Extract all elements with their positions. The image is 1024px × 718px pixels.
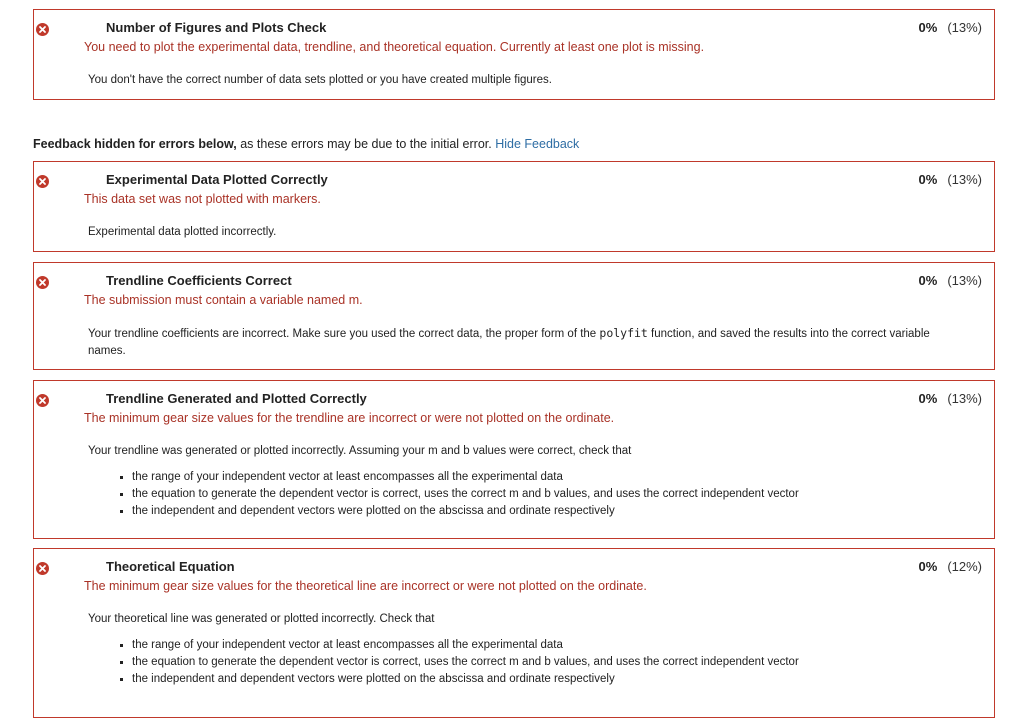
hide-feedback-link[interactable]: Hide Feedback bbox=[495, 137, 580, 151]
feedback-card bbox=[33, 548, 995, 718]
check-title: Trendline Generated and Plotted Correctly bbox=[106, 391, 367, 406]
check-score bbox=[919, 273, 982, 289]
check-score bbox=[919, 391, 982, 407]
description-text: Your trendline coefficients are incorrect. Make sure you used the correct data, the proper form of the bbox=[88, 328, 600, 340]
check-title: Theoretical Equation bbox=[106, 559, 235, 574]
list-item: the independent and dependent vectors were plotted on the abscissa and ordinate respectively bbox=[132, 503, 994, 520]
score-weight: (13%) bbox=[947, 273, 982, 288]
error-message: The minimum gear size values for the trendline are incorrect or were not plotted on the ordinate. bbox=[84, 411, 615, 425]
feedback-card bbox=[33, 9, 995, 100]
check-score bbox=[919, 559, 982, 575]
score-weight: (13%) bbox=[947, 391, 982, 406]
check-description bbox=[34, 325, 994, 360]
score-weight: (13%) bbox=[947, 172, 982, 187]
score-weight: (13%) bbox=[947, 20, 982, 35]
check-score bbox=[919, 20, 982, 36]
score-percent: 0% bbox=[918, 20, 938, 35]
error-x-icon bbox=[36, 394, 49, 407]
error-message: The submission must contain a variable named m. bbox=[84, 293, 363, 307]
check-description: Your trendline was generated or plotted incorrectly. Assuming your m and b values were correct, check that bbox=[88, 445, 632, 457]
list-item: the equation to generate the dependent vector is correct, uses the correct m and b values, and uses the correct independent vector bbox=[132, 486, 994, 503]
score-percent: 0% bbox=[918, 273, 938, 288]
error-x-icon bbox=[36, 276, 49, 289]
feedback-card bbox=[33, 262, 995, 370]
list-item: the equation to generate the dependent vector is correct, uses the correct m and b values, and uses the correct independent vector bbox=[132, 654, 994, 671]
score-percent: 0% bbox=[918, 172, 938, 187]
check-title: Number of Figures and Plots Check bbox=[106, 20, 327, 35]
list-item: the range of your independent vector at least encompasses all the experimental data bbox=[132, 637, 994, 654]
list-item: the range of your independent vector at least encompasses all the experimental data bbox=[132, 469, 994, 486]
check-score bbox=[919, 172, 982, 188]
error-message: The minimum gear size values for the theoretical line are incorrect or were not plotted on the ordinate. bbox=[84, 579, 647, 593]
hidden-feedback-note bbox=[33, 136, 579, 152]
error-message: You need to plot the experimental data, trendline, and theoretical equation. Currently at least one plot is missing. bbox=[84, 40, 705, 54]
check-title: Trendline Coefficients Correct bbox=[106, 273, 292, 288]
check-list bbox=[34, 637, 994, 688]
check-description: Your theoretical line was generated or plotted incorrectly. Check that bbox=[88, 613, 435, 625]
score-percent: 0% bbox=[918, 559, 938, 574]
hidden-note-text: as these errors may be due to the initial error. bbox=[236, 137, 496, 151]
description-text: function, and saved the results into the correct variable names. bbox=[88, 328, 930, 357]
hidden-note-bold: Feedback hidden for errors below, bbox=[33, 137, 237, 151]
error-x-icon bbox=[36, 23, 49, 36]
polyfit-code: polyfit bbox=[599, 326, 648, 340]
feedback-card bbox=[33, 380, 995, 539]
score-weight: (12%) bbox=[947, 559, 982, 574]
list-item: the independent and dependent vectors were plotted on the abscissa and ordinate respectively bbox=[132, 671, 994, 688]
error-message: This data set was not plotted with markers. bbox=[84, 192, 321, 206]
check-description: You don't have the correct number of data sets plotted or you have created multiple figures. bbox=[88, 74, 552, 86]
error-x-icon bbox=[36, 175, 49, 188]
check-list bbox=[34, 469, 994, 520]
score-percent: 0% bbox=[918, 391, 938, 406]
feedback-card bbox=[33, 161, 995, 252]
check-description: Experimental data plotted incorrectly. bbox=[88, 226, 277, 238]
error-x-icon bbox=[36, 562, 49, 575]
check-title: Experimental Data Plotted Correctly bbox=[106, 172, 328, 187]
